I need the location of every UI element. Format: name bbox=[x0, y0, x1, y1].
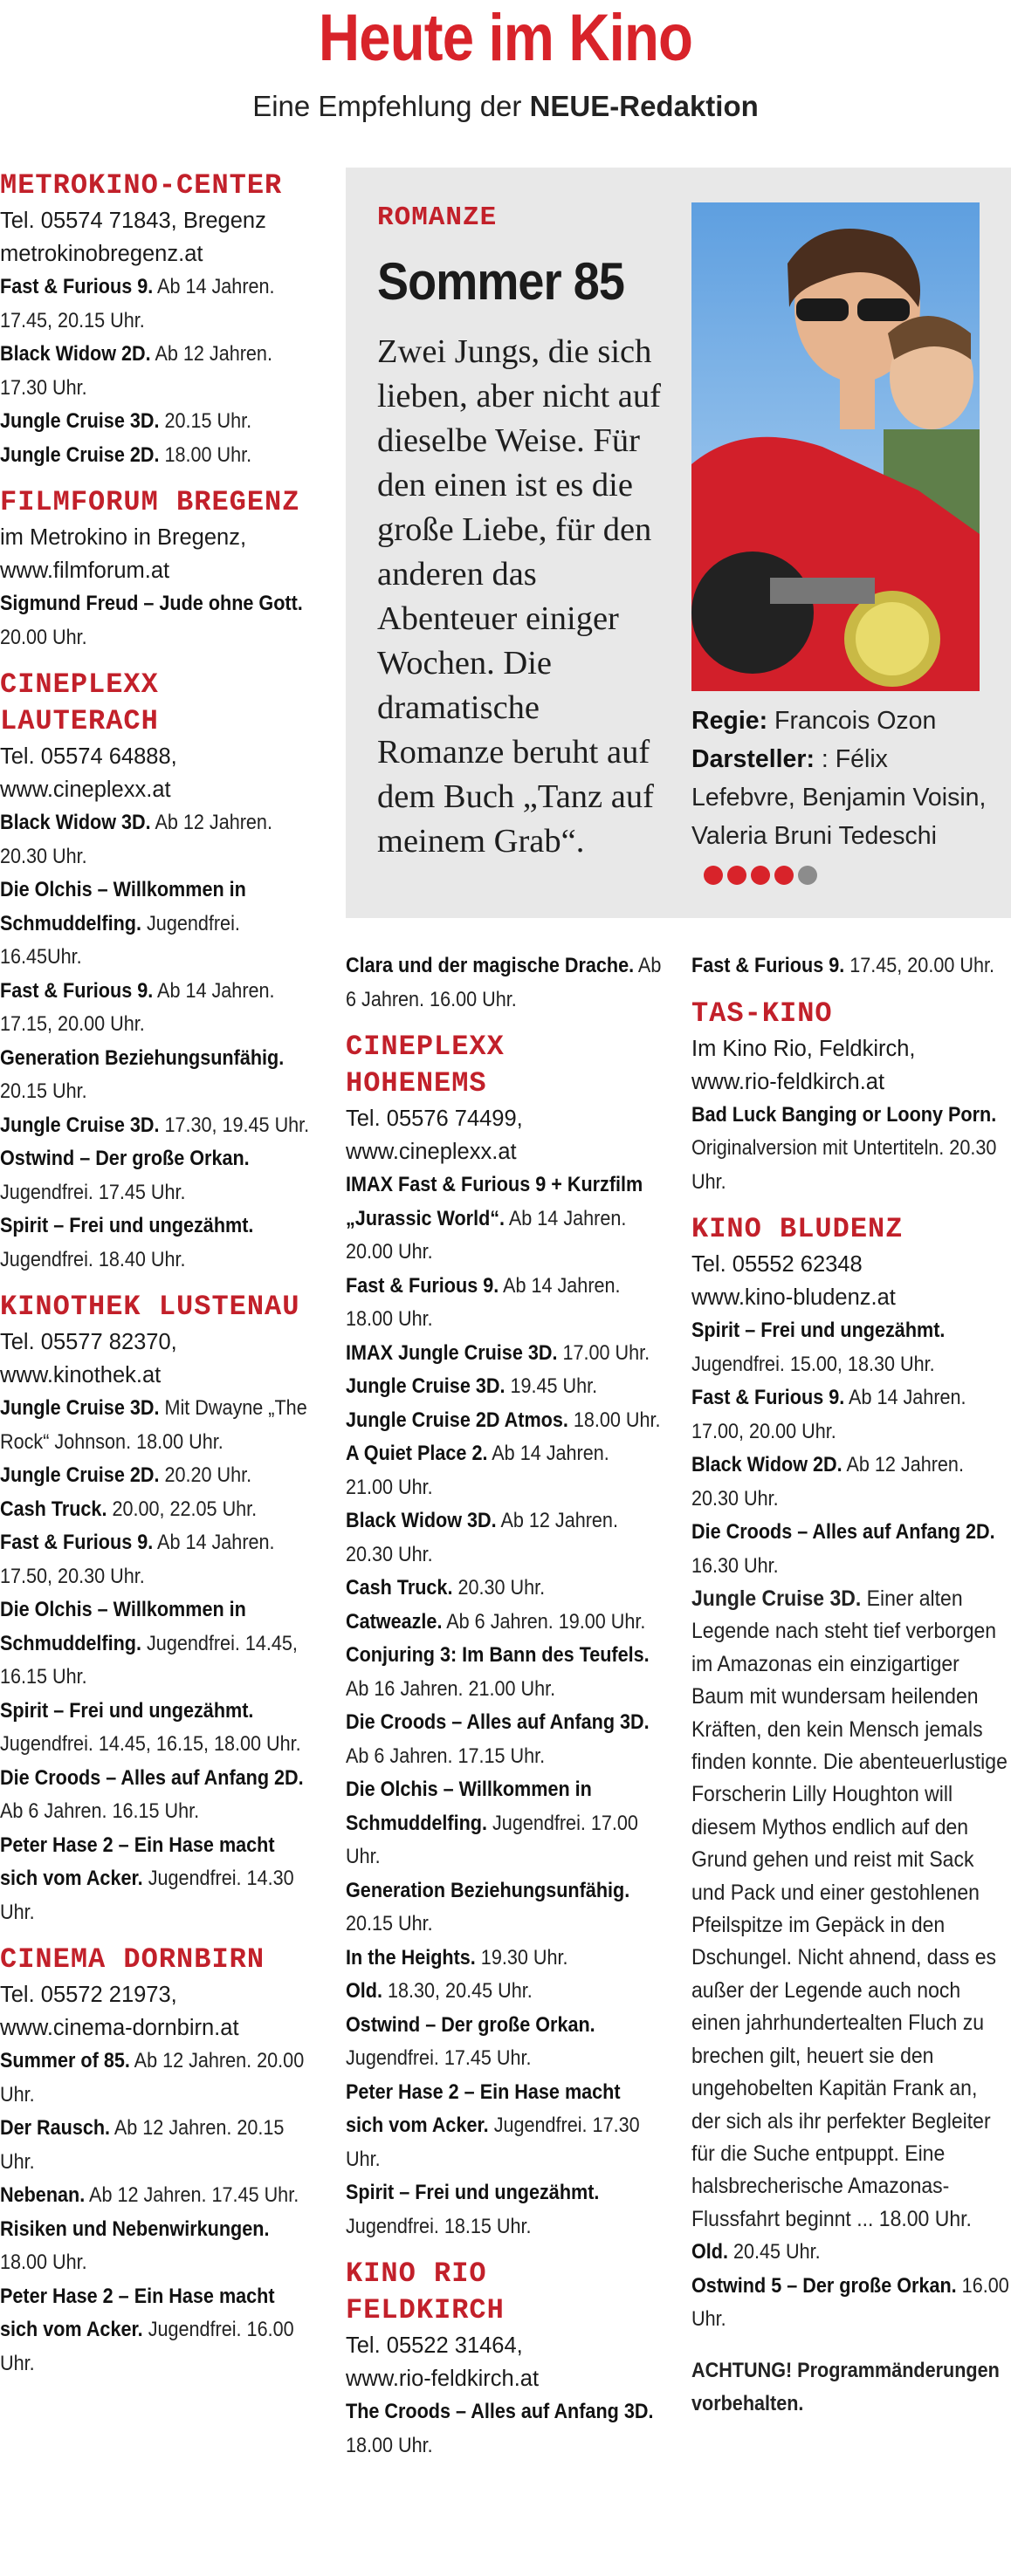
listing-item bbox=[0, 1762, 314, 1829]
rating-dot-icon bbox=[727, 866, 746, 885]
listing-details: Ab 16 Jahren. 21.00 Uhr. bbox=[346, 1676, 556, 1701]
listing-title: Nebenan. bbox=[0, 2183, 86, 2207]
listing-item bbox=[0, 1695, 314, 1762]
listing-item bbox=[0, 975, 314, 1042]
listing-title: Jungle Cruise 3D. bbox=[0, 409, 160, 433]
listing-details: 20.45 Uhr. bbox=[728, 2240, 821, 2264]
listing-title: Old. bbox=[691, 2240, 729, 2264]
darsteller-label: Darsteller: bbox=[691, 745, 815, 773]
listing-title: Generation Beziehungsunfähig. bbox=[0, 1045, 285, 1070]
listing-item bbox=[346, 1706, 662, 1773]
listing-title: Sigmund Freud – Jude ohne Gott. bbox=[0, 592, 303, 615]
listing-item bbox=[346, 2076, 662, 2177]
listing-details: Ab 14 Jahren. 18.00 Uhr. bbox=[346, 1273, 621, 1331]
listing-item bbox=[691, 1516, 1011, 1583]
listing-title: Peter Hase 2 – Ein Hase macht sich vom Acker. bbox=[0, 2284, 275, 2341]
listing-details: 20.15 Uhr. bbox=[159, 409, 252, 433]
listing-item bbox=[0, 2213, 314, 2280]
listing-details: Jugendfrei. 16.45Uhr. bbox=[0, 911, 240, 969]
listing-details: Jugendfrei. 14.30 Uhr. bbox=[0, 1867, 294, 1924]
cinema-contact: im Metrokino in Bregenz, bbox=[0, 525, 247, 550]
listing-title: Old. bbox=[346, 1979, 383, 2003]
cinema-block bbox=[346, 2256, 662, 2463]
listing-item bbox=[346, 1874, 662, 1942]
listing-item bbox=[346, 1773, 662, 1874]
listing-item bbox=[346, 1337, 662, 1371]
regie-label: Regie: bbox=[691, 707, 768, 735]
listing-title: Fast & Furious 9. bbox=[346, 1273, 499, 1298]
listing-item bbox=[691, 1381, 1011, 1449]
cinema-name: FILMFORUM BREGENZ bbox=[0, 486, 300, 518]
darsteller-value: : Félix Lefebvre, Benjamin Voisin, Valeria Bruni Tedeschi bbox=[691, 745, 987, 850]
rating-dot-icon bbox=[704, 866, 723, 885]
cinema-block bbox=[691, 949, 1011, 983]
listing-title: Black Widow 3D. bbox=[346, 1509, 497, 1532]
listing-details: 20.15 Uhr. bbox=[346, 1912, 433, 1935]
feature-category: ROMANZE bbox=[377, 202, 498, 233]
listing-title: Fast & Furious 9. bbox=[691, 954, 845, 977]
cinema-contact: Im Kino Rio, Feldkirch, bbox=[691, 1036, 916, 1061]
listing-item bbox=[346, 1404, 662, 1438]
listing-item bbox=[0, 2179, 314, 2213]
feature-box bbox=[346, 168, 1011, 918]
listing-details: Jugendfrei. 18.15 Uhr. bbox=[346, 2214, 532, 2238]
listing-title: Jungle Cruise 3D. bbox=[346, 1374, 506, 1398]
listing-item bbox=[691, 2236, 1011, 2270]
listing-details: Jugendfrei. 17.30 Uhr. bbox=[346, 2114, 640, 2171]
listing-item bbox=[346, 1504, 662, 1572]
feature-credits bbox=[691, 702, 994, 894]
listing-details: 18.00 Uhr. bbox=[346, 2433, 433, 2457]
page-title: Heute im Kino bbox=[318, 1, 693, 75]
listing-item bbox=[346, 1370, 662, 1404]
listing-title: Black Widow 2D. bbox=[691, 1453, 842, 1476]
listing-title: Summer of 85. bbox=[0, 2049, 130, 2072]
listing-details: 20.00 Uhr. bbox=[0, 625, 87, 649]
cinema-name: METROKINO-CENTER bbox=[0, 169, 283, 202]
listing-details: Ab 12 Jahren. 17.45 Uhr. bbox=[85, 2183, 299, 2207]
cinema-contact: Tel. 05522 31464, bbox=[346, 2333, 523, 2358]
listing-title: IMAX Fast & Furious 9 + Kurzfilm „Jurassic World“. bbox=[346, 1173, 643, 1230]
cinema-name: KINO BLUDENZ bbox=[691, 1213, 904, 1245]
listing-title: Risiken und Nebenwirkungen. bbox=[0, 2216, 270, 2241]
listing-details: Jugendfrei. 17.45 Uhr. bbox=[0, 1180, 186, 1204]
listing-item bbox=[346, 1942, 662, 1976]
listing-item bbox=[346, 949, 662, 1017]
cinema-block bbox=[0, 168, 314, 472]
listing-details: Jugendfrei. 14.45, 16.15 Uhr. bbox=[0, 1631, 298, 1689]
listing-title: IMAX Jungle Cruise 3D. bbox=[346, 1340, 558, 1365]
cinema-name: CINEMA DORNBIRN bbox=[0, 1943, 265, 1976]
listing-item bbox=[346, 2176, 662, 2244]
listing-item bbox=[0, 2045, 314, 2112]
listing-title: Spirit – Frei und ungezähmt. bbox=[691, 1319, 946, 1342]
listing-item bbox=[691, 1099, 1011, 1200]
listing-title: Die Croods – Alles auf Anfang 3D. bbox=[346, 1710, 650, 1734]
listing-item bbox=[691, 1583, 1011, 2236]
cinema-contact: www.kino-bludenz.at bbox=[691, 1285, 896, 1310]
cinema-name: CINEPLEXX LAUTERACH bbox=[0, 668, 159, 737]
listing-title: Die Olchis – Willkommen in Schmuddelfing. bbox=[346, 1778, 592, 1835]
listing-item bbox=[691, 949, 1011, 983]
cinema-contact: metrokinobregenz.at bbox=[0, 242, 203, 266]
movie-still-photo bbox=[691, 202, 980, 691]
listing-item bbox=[0, 1109, 314, 1143]
listing-details: Ab 12 Jahren. 20.15 Uhr. bbox=[0, 2116, 285, 2174]
listing-title: Jungle Cruise 3D. bbox=[691, 1586, 862, 1611]
listing-details: 17.45, 20.00 Uhr. bbox=[844, 954, 994, 977]
cinema-contact: Tel. 05576 74499, bbox=[346, 1106, 523, 1131]
listing-item bbox=[0, 806, 314, 874]
cinema-contact: www.cineplexx.at bbox=[0, 778, 171, 802]
listing-item bbox=[691, 1449, 1011, 1516]
listing-item bbox=[0, 1829, 314, 1930]
listing-title: Black Widow 2D. bbox=[0, 342, 151, 366]
cinema-contact: Tel. 05577 82370, bbox=[0, 1330, 177, 1354]
listing-item bbox=[0, 405, 314, 439]
listing-details: Ab 14 Jahren. 17.45, 20.15 Uhr. bbox=[0, 275, 275, 332]
listing-title: Der Rausch. bbox=[0, 2116, 111, 2140]
listing-details: Jugendfrei. 18.40 Uhr. bbox=[0, 1247, 186, 1271]
cinema-contact: Tel. 05572 21973, bbox=[0, 1983, 177, 2007]
listing-item bbox=[691, 2270, 1011, 2337]
listing-title: The Croods – Alles auf Anfang 3D. bbox=[346, 2400, 654, 2423]
listing-details: 18.30, 20.45 Uhr. bbox=[382, 1979, 533, 2003]
page-header bbox=[0, 0, 1011, 140]
listing-item bbox=[0, 1042, 314, 1109]
feature-title: Sommer 85 bbox=[377, 252, 625, 311]
listing-details: Ab 14 Jahren. 21.00 Uhr. bbox=[346, 1442, 609, 1499]
listing-item bbox=[0, 1209, 314, 1277]
listing-title: Black Widow 3D. bbox=[0, 811, 151, 834]
cinema-block bbox=[691, 996, 1011, 1200]
rating-dot-icon bbox=[751, 866, 770, 885]
cinema-contact: Tel. 05574 71843, Bregenz bbox=[0, 209, 266, 233]
listing-item bbox=[0, 1142, 314, 1209]
listing-title: Jungle Cruise 2D Atmos. bbox=[346, 1408, 568, 1432]
listing-details: Ab 6 Jahren. 19.00 Uhr. bbox=[442, 1609, 646, 1634]
listing-item bbox=[0, 2112, 314, 2179]
listing-title: Jungle Cruise 2D. bbox=[0, 1463, 160, 1487]
listing-details: 18.00 Uhr. bbox=[159, 442, 252, 467]
listing-item bbox=[0, 439, 314, 473]
listing-title: In the Heights. bbox=[346, 1945, 476, 1970]
listing-item bbox=[346, 1437, 662, 1504]
listing-details: Ab 6 Jahren. 16.00 Uhr. bbox=[346, 954, 662, 1011]
listing-title: Die Croods – Alles auf Anfang 2D. bbox=[691, 1520, 995, 1544]
cinema-contact: www.cineplexx.at bbox=[346, 1140, 517, 1164]
cinema-name: KINOTHEK LUSTENAU bbox=[0, 1291, 300, 1323]
listing-details: 17.30, 19.45 Uhr. bbox=[159, 1113, 310, 1137]
cinema-contact: www.kinothek.at bbox=[0, 1363, 162, 1387]
listing-title: Generation Beziehungsunfähig. bbox=[346, 1878, 630, 1902]
regie-value: Francois Ozon bbox=[774, 707, 937, 735]
listing-item bbox=[0, 2280, 314, 2381]
listing-item bbox=[346, 2009, 662, 2076]
subtitle-prefix: Eine Empfehlung der bbox=[252, 90, 530, 122]
photo-illustration bbox=[691, 202, 980, 691]
rating-dots bbox=[704, 866, 817, 885]
listing-details: Ab 12 Jahren. 20.00 Uhr. bbox=[0, 2049, 305, 2107]
listing-details: 17.00 Uhr. bbox=[557, 1340, 650, 1365]
listing-details: 19.45 Uhr. bbox=[505, 1374, 598, 1398]
listing-details: Ab 12 Jahren. 20.30 Uhr. bbox=[691, 1453, 964, 1511]
cinema-contact: www.cinema-dornbirn.at bbox=[0, 2016, 239, 2040]
listing-details: Jugendfrei. 14.45, 16.15, 18.00 Uhr. bbox=[0, 1732, 301, 1756]
cinema-contact: www.rio-feldkirch.at bbox=[691, 1069, 885, 1094]
listing-item bbox=[0, 587, 314, 654]
listing-item bbox=[346, 2395, 662, 2463]
listing-details: 19.30 Uhr. bbox=[475, 1945, 568, 1970]
cinema-block bbox=[691, 1211, 1011, 2337]
cinema-contact: www.rio-feldkirch.at bbox=[346, 2367, 540, 2391]
listing-title: Catweazle. bbox=[346, 1609, 443, 1634]
listing-item bbox=[0, 1493, 314, 1527]
listing-item bbox=[0, 874, 314, 975]
listing-title: Fast & Furious 9. bbox=[691, 1386, 845, 1409]
listing-details: Einer alten Legende nach steht tief verborgen im Amazonas ein einzigartiger Baum mit wundersam heilenden Kräften, den kein Mensch jemals finden konnte. Die abenteuerlustige Forscherin Lilly Houghton will diesem Mythos endlich auf den Grund gehen und reist mit Sack und Pack und einer gestohlenen Pfeilspitze im Gepäck in den Dschungel. Nicht ahnend, dass es außer der Legende auch noch einen jahrhundertealten Fluch zu brechen gilt, heuert sie den ungehobelten Kapitän Frank an, der sich als ihr perfekter Begleiter für die Suche entpuppt. Eine halsbrecherische Amazonas-Flussfahrt beginnt ... 18.00 Uhr. bbox=[691, 1586, 1008, 2231]
listing-details: 18.00 Uhr. bbox=[567, 1408, 661, 1432]
rating-dot-icon bbox=[774, 866, 794, 885]
listing-details: Ab 14 Jahren. 20.00 Uhr. bbox=[346, 1206, 627, 1264]
cinema-block bbox=[0, 1942, 314, 2381]
listing-details: Ab 6 Jahren. 17.15 Uhr. bbox=[346, 1744, 546, 1768]
listing-title: Spirit – Frei und ungezähmt. bbox=[0, 1214, 254, 1237]
column-1 bbox=[0, 168, 314, 2393]
listing-title: Spirit – Frei und ungezähmt. bbox=[0, 1698, 254, 1723]
listing-title: Conjuring 3: Im Bann des Teufels. bbox=[346, 1643, 650, 1667]
rating-dot-icon bbox=[798, 866, 817, 885]
listing-title: Clara und der magische Drache. bbox=[346, 954, 635, 977]
cinema-contact: Tel. 05552 62348 bbox=[691, 1252, 863, 1277]
listing-title: Peter Hase 2 – Ein Hase macht sich vom Acker. bbox=[346, 2079, 621, 2137]
column-2 bbox=[346, 949, 662, 2475]
column-3 bbox=[691, 949, 1011, 2422]
listing-title: Fast & Furious 9. bbox=[0, 1531, 154, 1554]
listing-details: Jugendfrei. 15.00, 18.30 Uhr. bbox=[691, 1352, 935, 1376]
listing-title: Jungle Cruise 2D. bbox=[0, 442, 160, 467]
listing-item bbox=[0, 1526, 314, 1593]
listing-title: Ostwind 5 – Der große Orkan. bbox=[691, 2273, 957, 2298]
listing-details: 18.00 Uhr. bbox=[0, 2251, 87, 2274]
listing-details: Ab 14 Jahren. 17.50, 20.30 Uhr. bbox=[0, 1531, 275, 1588]
listing-item bbox=[0, 1392, 314, 1459]
listing-details: Ab 6 Jahren. 16.15 Uhr. bbox=[0, 1799, 200, 1823]
listing-details: Ab 12 Jahren. 20.30 Uhr. bbox=[0, 811, 272, 868]
listing-details: Jugendfrei. 17.00 Uhr. bbox=[346, 1811, 638, 1868]
listing-details: 20.20 Uhr. bbox=[159, 1463, 252, 1487]
listing-details: 20.30 Uhr. bbox=[452, 1576, 546, 1600]
feature-description: Zwei Jungs, die sich lieben, aber nicht auf dieselbe Weise. Für den einen ist es die große Liebe, für den anderen das Abenteuer einiger Wochen. Die dramatische Romanze beruht auf dem Buch „Tanz auf meinem Grab“. bbox=[377, 333, 661, 860]
listing-item bbox=[346, 1572, 662, 1606]
listing-details: Originalversion mit Untertiteln. 20.30 Uhr. bbox=[691, 1136, 997, 1194]
listing-item bbox=[346, 1606, 662, 1640]
listing-item bbox=[0, 338, 314, 405]
cinema-block bbox=[346, 1029, 662, 2244]
listing-details: Jugendfrei. 17.45 Uhr. bbox=[346, 2046, 532, 2070]
listing-title: Cash Truck. bbox=[0, 1497, 107, 1521]
listing-item bbox=[346, 1168, 662, 1270]
listing-title: Bad Luck Banging or Loony Porn. bbox=[691, 1102, 997, 1127]
listing-item bbox=[0, 271, 314, 338]
listing-details: 20.15 Uhr. bbox=[0, 1079, 87, 1103]
listing-details: 16.00 Uhr. bbox=[691, 2273, 1009, 2332]
cinema-block bbox=[0, 484, 314, 654]
programme-change-notice: ACHTUNG! Programmänderungen vorbehalten. bbox=[691, 2358, 1000, 2416]
listing-title: Jungle Cruise 3D. bbox=[0, 1113, 160, 1137]
listing-item bbox=[0, 1593, 314, 1695]
listing-details: 16.30 Uhr. bbox=[691, 1553, 779, 1578]
listing-item bbox=[346, 1975, 662, 2009]
listing-title: Die Olchis – Willkommen in Schmuddelfing. bbox=[0, 878, 246, 935]
listing-title: Ostwind – Der große Orkan. bbox=[0, 1147, 250, 1170]
listing-item bbox=[0, 1459, 314, 1493]
listing-item bbox=[346, 1639, 662, 1706]
subtitle-bold: NEUE-Redaktion bbox=[529, 90, 759, 122]
cinema-name: CINEPLEXX HOHENEMS bbox=[346, 1031, 505, 1100]
page-subtitle bbox=[0, 87, 1011, 126]
listing-details: Ab 14 Jahren. 17.15, 20.00 Uhr. bbox=[0, 978, 275, 1036]
cinema-block bbox=[0, 1289, 314, 1929]
listing-title: A Quiet Place 2. bbox=[346, 1442, 488, 1465]
listing-item bbox=[346, 1270, 662, 1337]
listing-title: Spirit – Frei und ungezähmt. bbox=[346, 2181, 600, 2204]
listing-title: Die Croods – Alles auf Anfang 2D. bbox=[0, 1765, 304, 1790]
listing-details: Ab 12 Jahren. 17.30 Uhr. bbox=[0, 342, 272, 400]
listing-details: Jugendfrei. 16.00 Uhr. bbox=[0, 2318, 294, 2375]
cinema-block bbox=[346, 949, 662, 1017]
listing-details: Ab 14 Jahren. 17.00, 20.00 Uhr. bbox=[691, 1386, 966, 1443]
listing-details: Mit Dwayne „The Rock“ Johnson. 18.00 Uhr. bbox=[0, 1396, 307, 1454]
listing-details: Ab 12 Jahren. 20.30 Uhr. bbox=[346, 1509, 618, 1566]
cinema-name: KINO RIO FELDKIRCH bbox=[346, 2257, 505, 2326]
listing-title: Die Olchis – Willkommen in Schmuddelfing. bbox=[0, 1598, 246, 1655]
listing-title: Jungle Cruise 3D. bbox=[0, 1396, 160, 1420]
listing-title: Fast & Furious 9. bbox=[0, 978, 154, 1003]
cinema-name: TAS-KINO bbox=[691, 997, 833, 1030]
cinema-block bbox=[0, 667, 314, 1277]
listing-item bbox=[691, 1314, 1011, 1381]
cinema-contact: Tel. 05574 64888, bbox=[0, 744, 177, 769]
listing-title: Fast & Furious 9. bbox=[0, 275, 154, 298]
listing-title: Cash Truck. bbox=[346, 1576, 453, 1600]
listing-title: Ostwind – Der große Orkan. bbox=[346, 2012, 595, 2037]
cinema-contact: www.filmforum.at bbox=[0, 558, 170, 583]
listing-title: Peter Hase 2 – Ein Hase macht sich vom Acker. bbox=[0, 1833, 275, 1890]
listing-details: 20.00, 22.05 Uhr. bbox=[107, 1497, 258, 1521]
